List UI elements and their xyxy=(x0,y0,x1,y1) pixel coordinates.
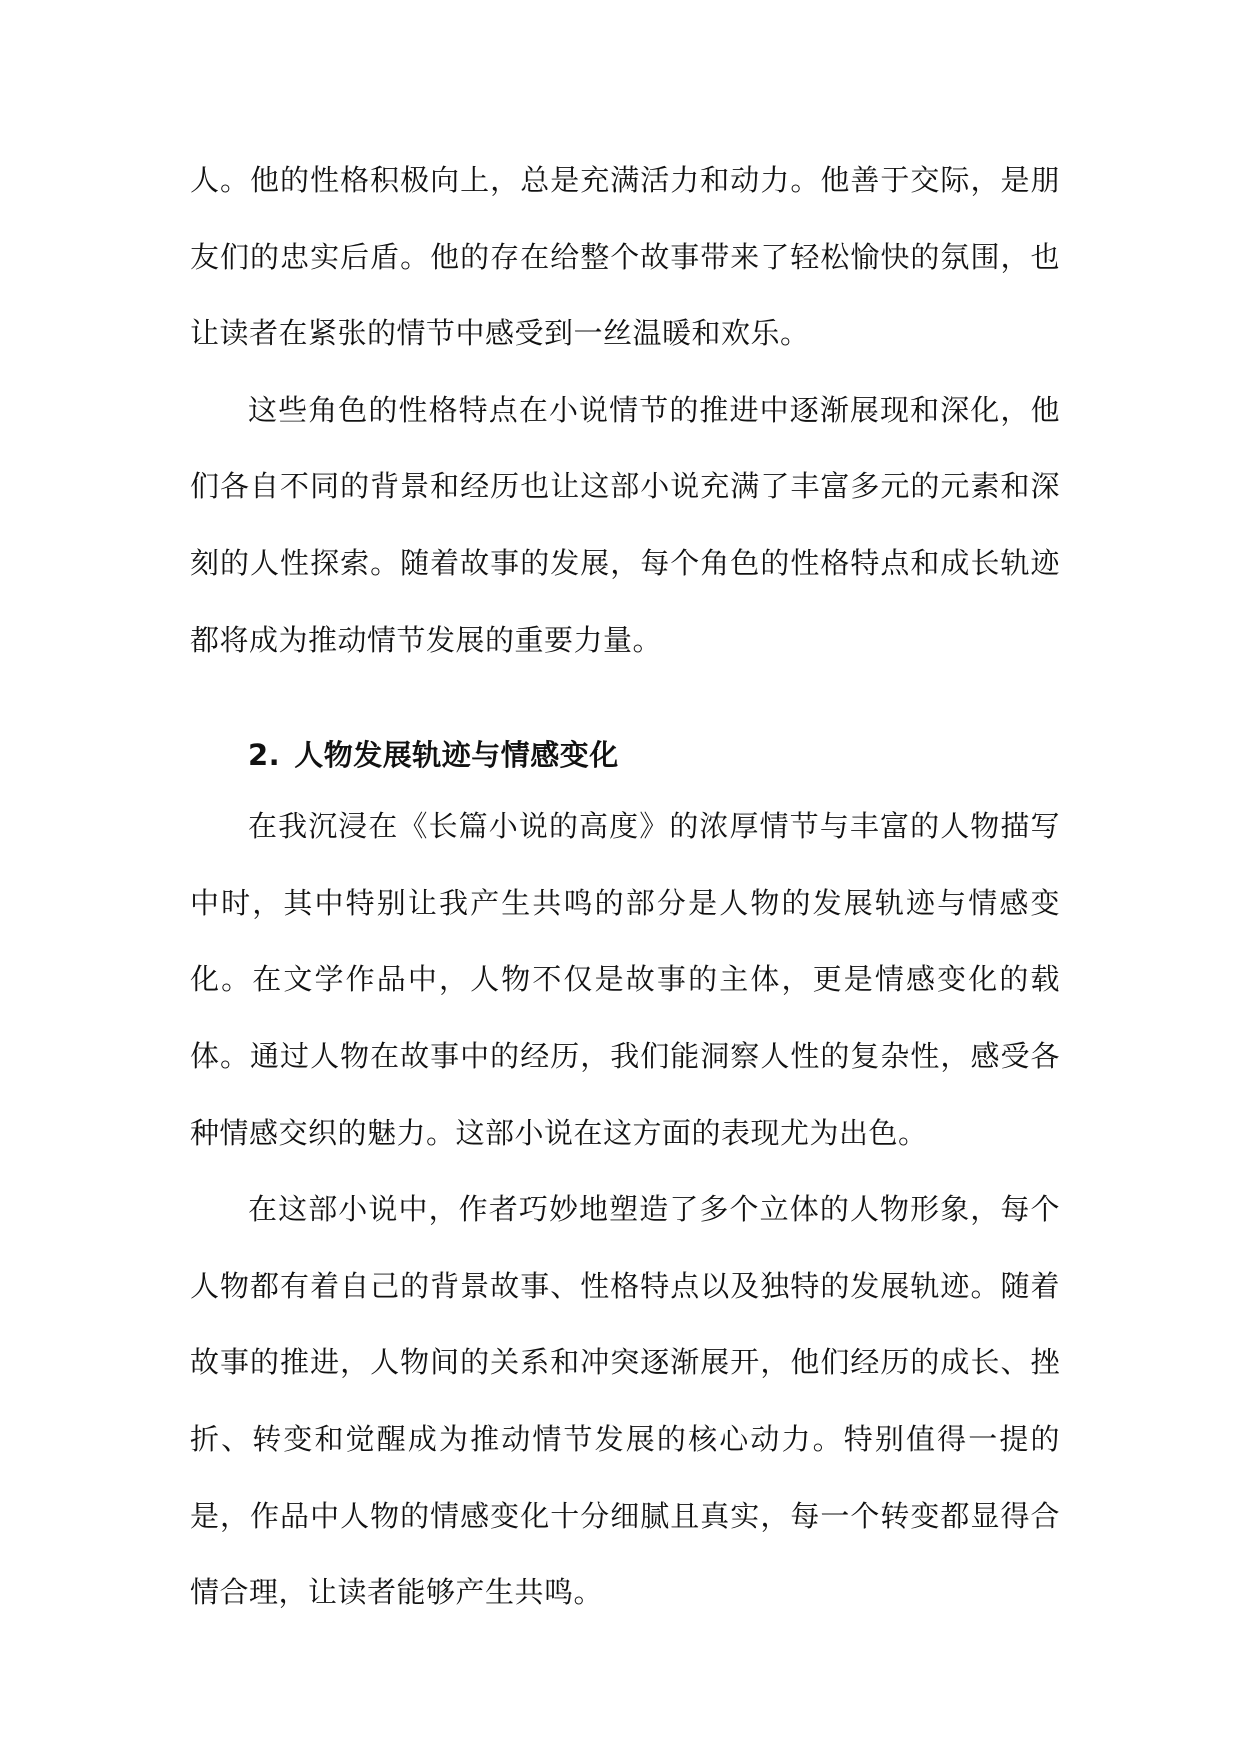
section-title: 人物发展轨迹与情感变化 xyxy=(294,738,619,773)
section-heading xyxy=(190,678,1060,788)
paragraph: 在我沉浸在《长篇小说的高度》的浓厚情节与丰富的人物描写中时，其中特别让我产生共鸣的部分是人物的发展轨迹与情感变化。在文学作品中，人物不仅是故事的主体，更是情感变化的载体。通过人物在故事中的经历，我们能洞察人性的复杂性，感受各种情感交织的魅力。这部小说在这方面的表现尤为出色。 xyxy=(190,809,1060,1150)
section-number: 2. xyxy=(248,738,281,773)
document-body xyxy=(190,142,1060,1631)
paragraph: 在这部小说中，作者巧妙地塑造了多个立体的人物形象，每个人物都有着自己的背景故事、性格特点以及独特的发展轨迹。随着故事的推进，人物间的关系和冲突逐渐展开，他们经历的成长、挫折、转变和觉醒成为推动情节发展的核心动力。特别值得一提的是，作品中人物的情感变化十分细腻且真实，每一个转变都显得合情合理，让读者能够产生共鸣。 xyxy=(190,1192,1060,1610)
paragraph: 人。他的性格积极向上，总是充满活力和动力。他善于交际，是朋友们的忠实后盾。他的存在给整个故事带来了轻松愉快的氛围，也让读者在紧张的情节中感受到一丝温暖和欢乐。 xyxy=(190,163,1060,351)
paragraph: 这些角色的性格特点在小说情节的推进中逐渐展现和深化，他们各自不同的背景和经历也让这部小说充满了丰富多元的元素和深刻的人性探索。随着故事的发展，每个角色的性格特点和成长轨迹都将成为推动情节发展的重要力量。 xyxy=(190,392,1060,657)
